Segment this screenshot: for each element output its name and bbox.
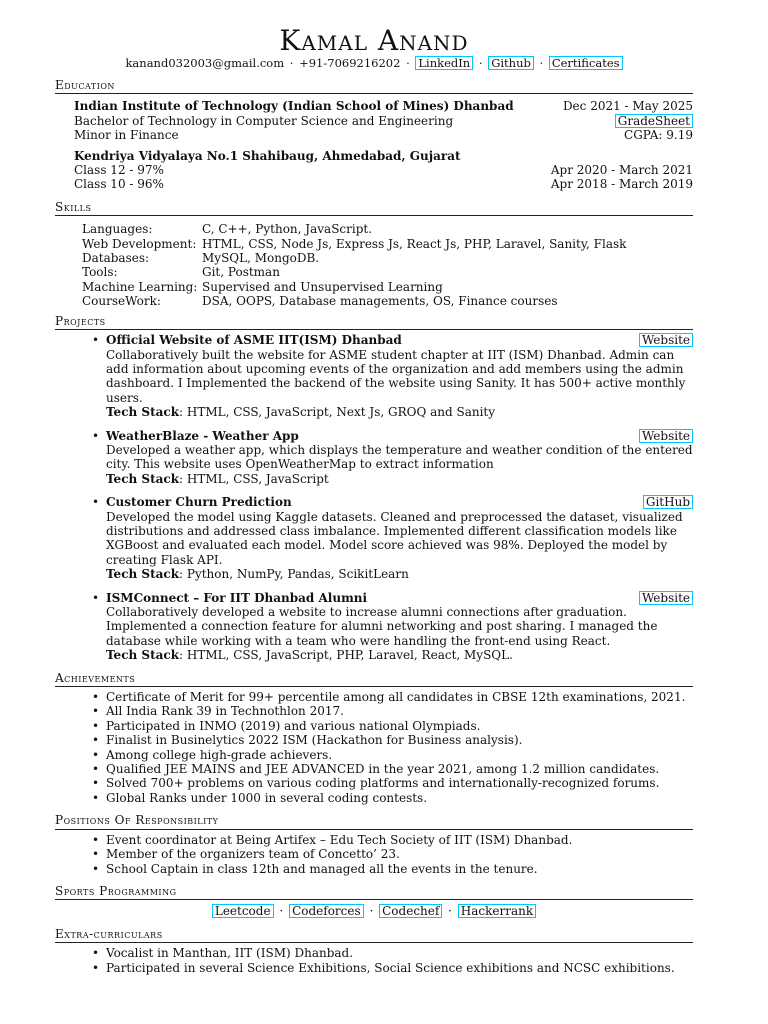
skill-row [82,237,693,251]
phone-number: +91-7069216202 [299,56,401,70]
project-link[interactable]: GitHub [643,495,693,509]
cgpa: CGPA: 9.19 [624,128,693,143]
skills-heading: Skills [55,200,693,216]
bullet-icon: • [92,590,100,605]
skill-key: Web Development: [82,236,197,251]
linkedin-link[interactable]: LinkedIn [415,56,473,70]
tech-stack-value: : HTML, CSS, JavaScript, Next Js, GROQ and Sanity [179,405,496,420]
class-10-score: Class 10 - 96% [74,177,164,192]
project-title: WeatherBlaze - Weather App [106,428,299,443]
project-item [92,428,693,487]
github-link[interactable]: Github [488,56,534,70]
tech-stack [106,648,693,662]
project-title: Customer Churn Prediction [106,495,292,510]
education-section [55,99,693,191]
institution-name: Kendriya Vidyalaya No.1 Shahibaug, Ahmedabad, Gujarat [74,148,461,163]
skill-row [82,265,693,279]
list-item: • School Captain in class 12th and managed all the events in the tenure. [106,862,693,876]
skill-value: MySQL, MongoDB. [202,251,320,266]
separator-dot: · [478,56,483,70]
sports-links [55,904,693,918]
separator-dot: · [289,56,294,70]
skill-row [82,251,693,265]
bullet-icon: • [92,495,100,510]
skill-key: Machine Learning: [82,279,198,294]
education-entry [74,149,693,192]
tech-stack-label: Tech Stack [106,471,180,486]
education-date: Dec 2021 - May 2025 [562,99,693,114]
positions-list [55,833,693,876]
skills-section [55,222,693,308]
skill-row [82,294,693,308]
projects-section [55,333,693,663]
project-item [92,495,693,582]
education-entry [74,99,693,142]
skill-row [82,280,693,294]
list-item: • Certificate of Merit for 99+ percentile among all candidates in CBSE 12th examinations, 2021. [106,690,693,704]
extra-curriculars-heading: Extra-curriculars [55,927,693,943]
tech-stack-label: Tech Stack [106,648,180,663]
bullet-icon: • [92,333,100,348]
skill-key: Tools: [82,265,118,280]
extra-curriculars-list [55,946,693,975]
list-item: • Global Ranks under 1000 in several coding contests. [106,791,693,805]
list-item: • Event coordinator at Being Artifex – Edu Tech Society of IIT (ISM) Dhanbad. [106,833,693,847]
institution-name: Indian Institute of Technology (Indian School of Mines) Dhanbad [74,99,514,114]
class-12-score: Class 12 - 97% [74,163,164,178]
achievements-list [55,690,693,805]
certificates-link[interactable]: Certificates [549,56,623,70]
codechef-link[interactable]: Codechef [379,904,442,918]
separator-dot: · [279,904,284,919]
education-date: Apr 2018 - March 2019 [550,177,693,192]
tech-stack [106,472,693,486]
list-item: • Qualified JEE MAINS and JEE ADVANCED in the year 2021, among 1.2 million candidates. [106,762,693,776]
tech-stack [106,567,693,581]
resume-page [55,26,693,975]
project-description: Developed a weather app, which displays the temperature and weather condition of the entered city. This website uses OpenWeatherMap to extract information [106,442,693,472]
skill-value: C, C++, Python, JavaScript. [202,222,373,237]
tech-stack [106,405,693,419]
list-item: • Participated in several Science Exhibitions, Social Science exhibitions and NCSC exhibitions. [106,961,693,975]
project-description: Collaboratively built the website for ASME student chapter at IIT (ISM) Dhanbad. Admin can add information about upcoming events of the organization and add members using the admin dashboard. I Implemented the backend of the website using Sanity. It has 500+ active monthly users. [106,347,686,405]
list-item: • Among college high-grade achievers. [106,748,693,762]
list-item: • Vocalist in Manthan, IIT (ISM) Dhanbad. [106,946,693,960]
skill-key: CourseWork: [82,294,161,309]
separator-dot: · [406,56,410,70]
list-item: • All India Rank 39 in Technothlon 2017. [106,704,693,718]
sports-programming-heading: Sports Programming [55,884,693,900]
achievements-heading: Achievements [55,671,693,687]
skill-value: DSA, OOPS, Database managements, OS, Finance courses [202,294,558,309]
leetcode-link[interactable]: Leetcode [212,904,274,918]
project-link[interactable]: Website [639,333,693,347]
list-item: • Finalist in Businelytics 2022 ISM (Hackathon for Business analysis). [106,733,693,747]
project-item [92,333,693,420]
project-title: Official Website of ASME IIT(ISM) Dhanbad [106,333,402,348]
tech-stack-value: : HTML, CSS, JavaScript [179,471,329,486]
tech-stack-value: : Python, NumPy, Pandas, ScikitLearn [179,567,409,582]
skill-key: Languages: [82,222,153,237]
skill-row [82,222,693,236]
separator-dot: · [448,904,452,919]
separator-dot: · [369,904,374,919]
tech-stack-label: Tech Stack [106,567,180,582]
hackerrank-link[interactable]: Hackerrank [458,904,536,918]
minor: Minor in Finance [74,128,179,143]
project-item [92,590,693,663]
projects-heading: Projects [55,314,693,330]
codeforces-link[interactable]: Codeforces [289,904,364,918]
skill-value: HTML, CSS, Node Js, Express Js, React Js, PHP, Laravel, Sanity, Flask [202,236,627,251]
tech-stack-value: : HTML, CSS, JavaScript, PHP, Laravel, React, MySQL. [179,648,513,663]
contact-line [55,56,693,70]
skill-value: Supervised and Unsupervised Learning [202,279,443,294]
project-link[interactable]: Website [639,429,693,443]
skill-key: Databases: [82,251,150,266]
skill-value: Git, Postman [202,265,280,280]
bullet-icon: • [92,428,100,443]
project-title: ISMConnect – For IIT Dhanbad Alumni [106,590,368,605]
list-item: • Solved 700+ problems on various coding platforms and internationally-recognized forums. [106,776,693,790]
project-description: Developed the model using Kaggle datasets. Cleaned and preprocessed the dataset, visualized distributions and addressed class imbalance. Implemented different classification models like XGBoost and evaluated each model. Model score achieved was 98%. Deployed the model by creating Flask API. [106,509,683,567]
list-item: • Member of the organizers team of Concetto’ 23. [106,847,693,861]
project-description: Collaboratively developed a website to increase alumni connections after graduation. Implemented a connection feature for alumni networking and post sharing. I managed the database while working with a team who were handling the front-end using React. [106,605,658,648]
degree: Bachelor of Technology in Computer Science and Engineering [74,113,454,128]
positions-heading: Positions Of Responsibility [55,813,693,829]
project-link[interactable]: Website [639,591,693,605]
education-date: Apr 2020 - March 2021 [550,163,693,178]
candidate-name: Kamal Anand [279,24,469,57]
list-item: • Participated in INMO (2019) and various national Olympiads. [106,719,693,733]
gradesheet-link[interactable]: GradeSheet [615,114,693,128]
separator-dot: · [539,56,544,70]
email-link[interactable]: kanand032003@gmail.com [125,56,285,70]
education-heading: Education [55,78,693,94]
tech-stack-label: Tech Stack [106,405,180,420]
